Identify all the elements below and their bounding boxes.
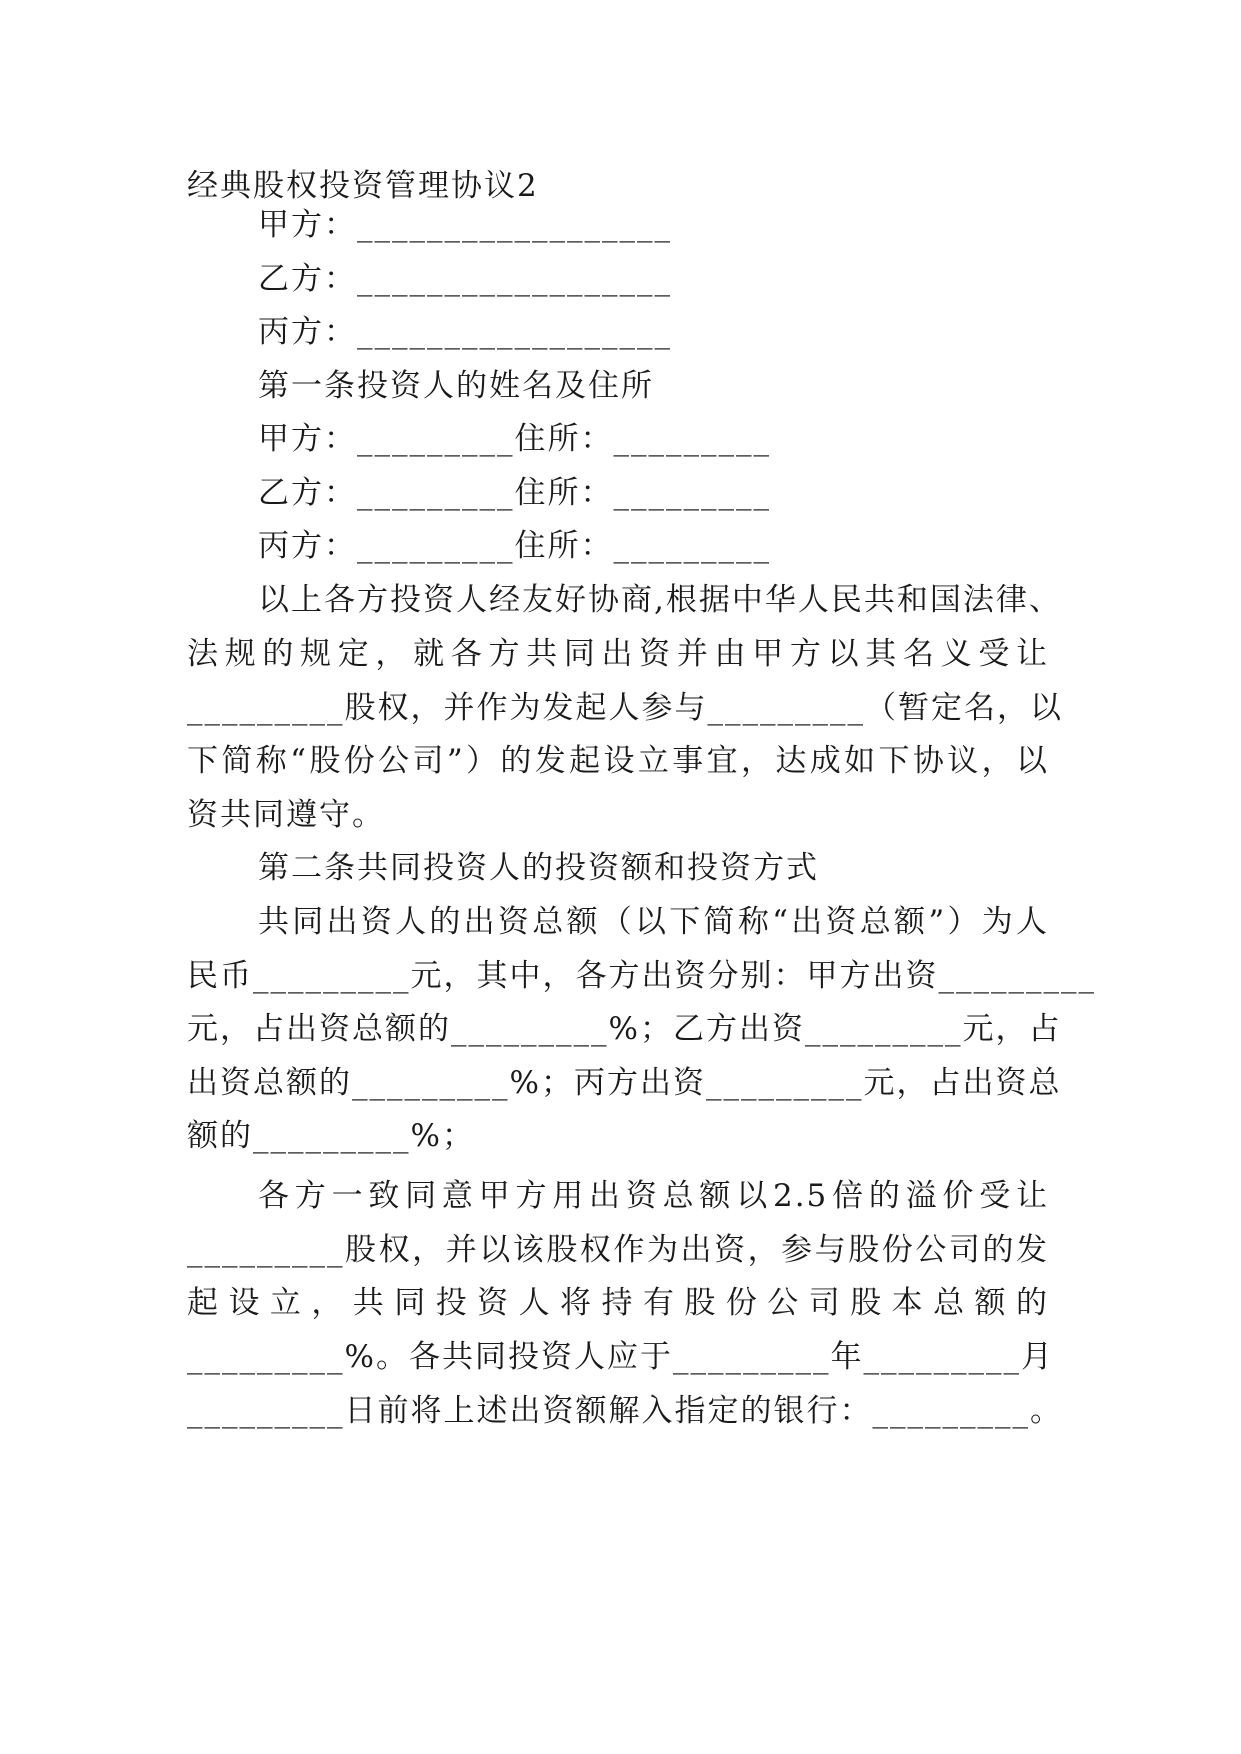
- article-1-row-b: 乙方：_________住所：_________: [258, 475, 771, 511]
- article-1-heading: 第一条投资人的姓名及住所: [258, 368, 654, 404]
- article-2-para2-line-2: _________股权，并以该股权作为出资，参与股份公司的发: [187, 1232, 1049, 1268]
- preamble-line-4: 下简称“股份公司”）的发起设立事宜，达成如下协议，以: [187, 743, 1049, 779]
- document-title: 经典股权投资管理协议2: [187, 168, 539, 204]
- preamble-line-1: 以上各方投资人经友好协商,根据中华人民共和国法律、: [258, 582, 1062, 618]
- article-2-para1-line-5: 额的_________%；: [187, 1118, 475, 1154]
- article-2-para2-line-4: _________%。各共同投资人应于_________年_________月: [187, 1339, 1054, 1375]
- preamble-line-5: 资共同遵守。: [187, 797, 385, 833]
- article-2-heading: 第二条共同投资人的投资额和投资方式: [258, 850, 819, 886]
- article-2-para1-line-3: 元，占出资总额的_________%；乙方出资_________元，占: [187, 1011, 1062, 1047]
- article-2-para2-line-3: 起设立，共同投资人将持有股份公司股本总额的: [187, 1285, 1049, 1321]
- article-2-para1-line-2: 民币_________元，其中，各方出资分别：甲方出资_________: [187, 958, 1096, 994]
- article-2-para2-line-1: 各方一致同意甲方用出资总额以2.5倍的溢价受让: [258, 1178, 1049, 1214]
- preamble-line-3: _________股权，并作为发起人参与_________（暂定名，以: [187, 690, 1063, 726]
- preamble-line-2: 法规的规定，就各方共同出资并由甲方以其名义受让: [187, 636, 1049, 672]
- party-a-line: 甲方：__________________: [258, 207, 672, 243]
- article-1-row-a: 甲方：_________住所：_________: [258, 421, 771, 457]
- article-2-para1-line-1: 共同出资人的出资总额（以下简称“出资总额”）为人: [258, 904, 1049, 940]
- article-1-row-c: 丙方：_________住所：_________: [258, 528, 771, 564]
- article-2-para2-line-5: _________日前将上述出资额解入指定的银行：_________。: [187, 1393, 1063, 1429]
- party-c-line: 丙方：__________________: [258, 314, 672, 350]
- article-2-para1-line-4: 出资总额的_________%；丙方出资_________元，占出资总: [187, 1065, 1062, 1101]
- party-b-line: 乙方：__________________: [258, 261, 672, 297]
